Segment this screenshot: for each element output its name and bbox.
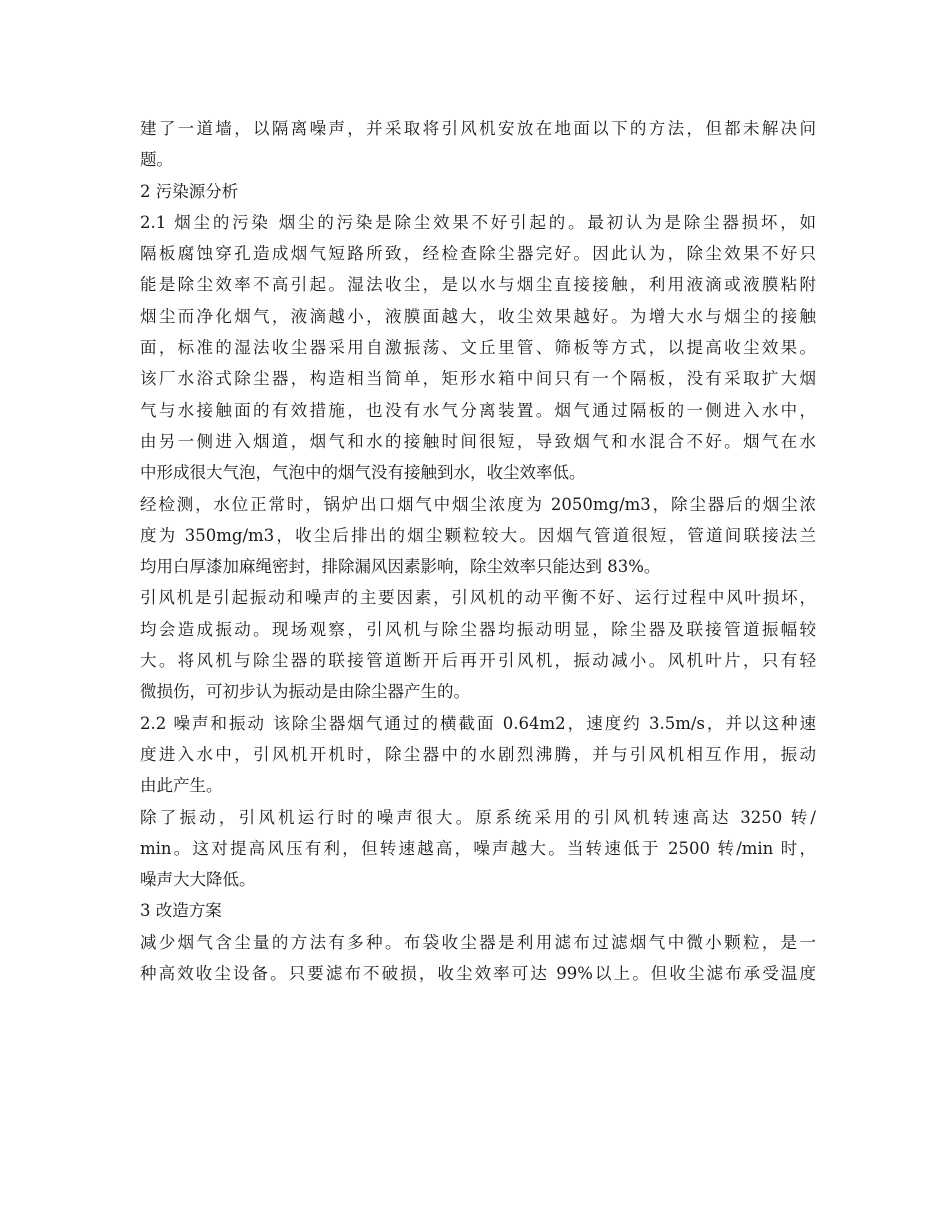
text-line: 由此产生。: [140, 776, 223, 796]
text-line: 经检测，水位正常时，锅炉出口烟气中烟尘浓度为 2050mg/m3，除尘器后的烟尘浓: [140, 494, 816, 514]
text-line: 2.2 噪声和振动 该除尘器烟气通过的横截面 0.64m2，速度约 3.5m/s，并以这种速: [140, 713, 816, 733]
text-line: 气与水接触面的有效措施，也没有水气分离装置。烟气通过隔板的一侧进入水中，: [140, 400, 816, 420]
text-line: 微损伤，可初步认为振动是由除尘器产生的。: [140, 682, 470, 702]
text-line: 度进入水中，引风机开机时，除尘器中的水剧烈沸腾，并与引风机相互作用，振动: [140, 744, 816, 764]
text-line: 除了振动，引风机运行时的噪声很大。原系统采用的引风机转速高达 3250 转/: [140, 807, 816, 827]
text-line: 2.1 烟尘的污染 烟尘的污染是除尘效果不好引起的。最初认为是除尘器损坏，如: [140, 212, 816, 232]
text-line: 大。将风机与除尘器的联接管道断开后再开引风机，振动减小。风机叶片，只有轻: [140, 651, 816, 671]
text-line: 建了一道墙，以隔离噪声，并采取将引风机安放在地面以下的方法，但都未解决问: [140, 119, 816, 138]
text-line: 引风机是引起振动和噪声的主要因素，引风机的动平衡不好、运行过程中风叶损坏，: [140, 588, 816, 608]
text-line: 减少烟气含尘量的方法有多种。布袋收尘器是利用滤布过滤烟气中微小颗粒，是一: [140, 932, 816, 952]
text-line: 由另一侧进入烟道，烟气和水的接触时间很短，导致烟气和水混合不好。烟气在水: [140, 431, 816, 451]
text-line: 均用白厚漆加麻绳密封，排除漏风因素影响，除尘效率只能达到 83%。: [140, 557, 661, 577]
text-line: 面，标准的湿法收尘器采用自激振荡、文丘里管、筛板等方式，以提高收尘效果。: [140, 338, 816, 358]
text-line: 均会造成振动。现场观察，引风机与除尘器均振动明显，除尘器及联接管道振幅较: [140, 619, 816, 639]
text-line: 能是除尘效率不高引起。湿法收尘，是以水与烟尘直接接触，利用液滴或液膜粘附: [140, 275, 816, 295]
section-heading: 3 改造方案: [140, 901, 222, 921]
section-heading: 2 污染源分析: [140, 181, 239, 201]
text-line: 隔板腐蚀穿孔造成烟气短路所致，经检查除尘器完好。因此认为，除尘效果不好只: [140, 244, 816, 264]
text-line: 种高效收尘设备。只要滤布不破损，收尘效率可达 99%以上。但收尘滤布承受温度: [140, 964, 816, 984]
text-line: 烟尘而净化烟气，液滴越小，液膜面越大，收尘效果越好。为增大水与烟尘的接触: [140, 306, 816, 326]
text-line: 题。: [140, 150, 173, 170]
text-line: 中形成很大气泡，气泡中的烟气没有接触到水，收尘效率低。: [140, 463, 586, 483]
text-line: 噪声大大降低。: [140, 870, 256, 890]
document-body: [140, 113, 816, 989]
text-line: min。这对提高风压有利，但转速越高，噪声越大。当转速低于 2500 转/min 时，: [140, 838, 816, 858]
text-line: 该厂水浴式除尘器，构造相当简单，矩形水箱中间只有一个隔板，没有采取扩大烟: [140, 369, 816, 389]
text-line: 度为 350mg/m3，收尘后排出的烟尘颗粒较大。因烟气管道很短，管道间联接法兰: [140, 525, 816, 545]
